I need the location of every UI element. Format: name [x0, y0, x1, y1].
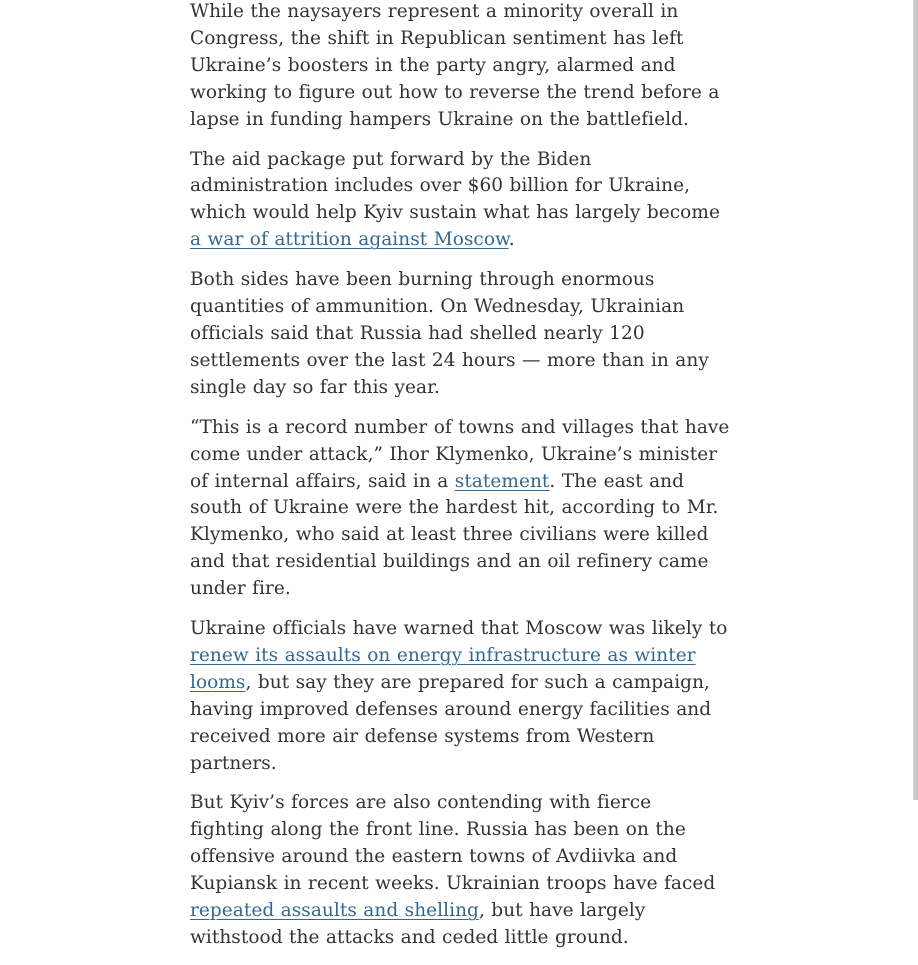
paragraph-2 — [190, 147, 730, 255]
paragraph-5-text-before: Ukraine officials have warned that Moscow was likely to — [190, 618, 728, 640]
scrollbar-thumb[interactable] — [914, 0, 918, 800]
energy-infrastructure-link[interactable]: renew its assaults on energy infrastructure as winter looms — [190, 644, 696, 693]
paragraph-2-text-after: . — [508, 229, 515, 251]
paragraph-6 — [190, 790, 730, 951]
paragraph-1-text: While the naysayers represent a minority overall in Congress, the shift in Republican sentiment has left Ukraine’s boosters in the party angry, alarmed and working to figure out how to reverse the trend before a lapse in funding hampers Ukraine on the battlefield. — [190, 1, 720, 130]
paragraph-5-text-after: , but say they are prepared for such a campaign, having improved defenses around energy facilities and received more air defense systems from Western partners. — [190, 671, 712, 774]
paragraph-4-text-before: “This is a record number of towns and villages that have come under attack,” Ihor Klymenko, Ukraine’s minister of internal affairs, said in a — [190, 416, 730, 492]
statement-link[interactable]: statement — [454, 470, 550, 492]
paragraph-1 — [190, 0, 730, 134]
paragraph-2-text-before: The aid package put forward by the Biden administration includes over $60 billion for Ukraine, which would help Kyiv sustain what has largely become — [190, 148, 720, 224]
paragraph-6-text-after: , but have largely withstood the attacks and ceded little ground. — [190, 900, 646, 948]
paragraph-5 — [190, 616, 730, 777]
paragraph-4 — [190, 415, 730, 603]
paragraph-3 — [190, 267, 730, 402]
paragraph-4-text-after: . The east and south of Ukraine were the hardest hit, according to Mr. Klymenko, who said at least three civilians were killed and that residential buildings and an oil refinery came under fire. — [190, 470, 719, 600]
paragraph-3-text: Both sides have been burning through enormous quantities of ammunition. On Wednesday, Ukrainian officials said that Russia had shelled nearly 120 settlements over the last 24 hours — more than in any single day so far this year. — [190, 269, 709, 398]
paragraph-6-text-before: But Kyiv’s forces are also contending with fierce fighting along the front line. Russia has been on the offensive around the eastern towns of Avdiivka and Kupiansk in recent weeks. Ukrainian troops have faced — [190, 792, 716, 895]
page-scrollbar[interactable] — [913, 0, 918, 800]
article-body — [190, 0, 730, 965]
repeated-assaults-link[interactable]: repeated assaults and shelling — [190, 900, 479, 922]
war-of-attrition-link[interactable]: a war of attrition against Moscow — [190, 229, 509, 251]
